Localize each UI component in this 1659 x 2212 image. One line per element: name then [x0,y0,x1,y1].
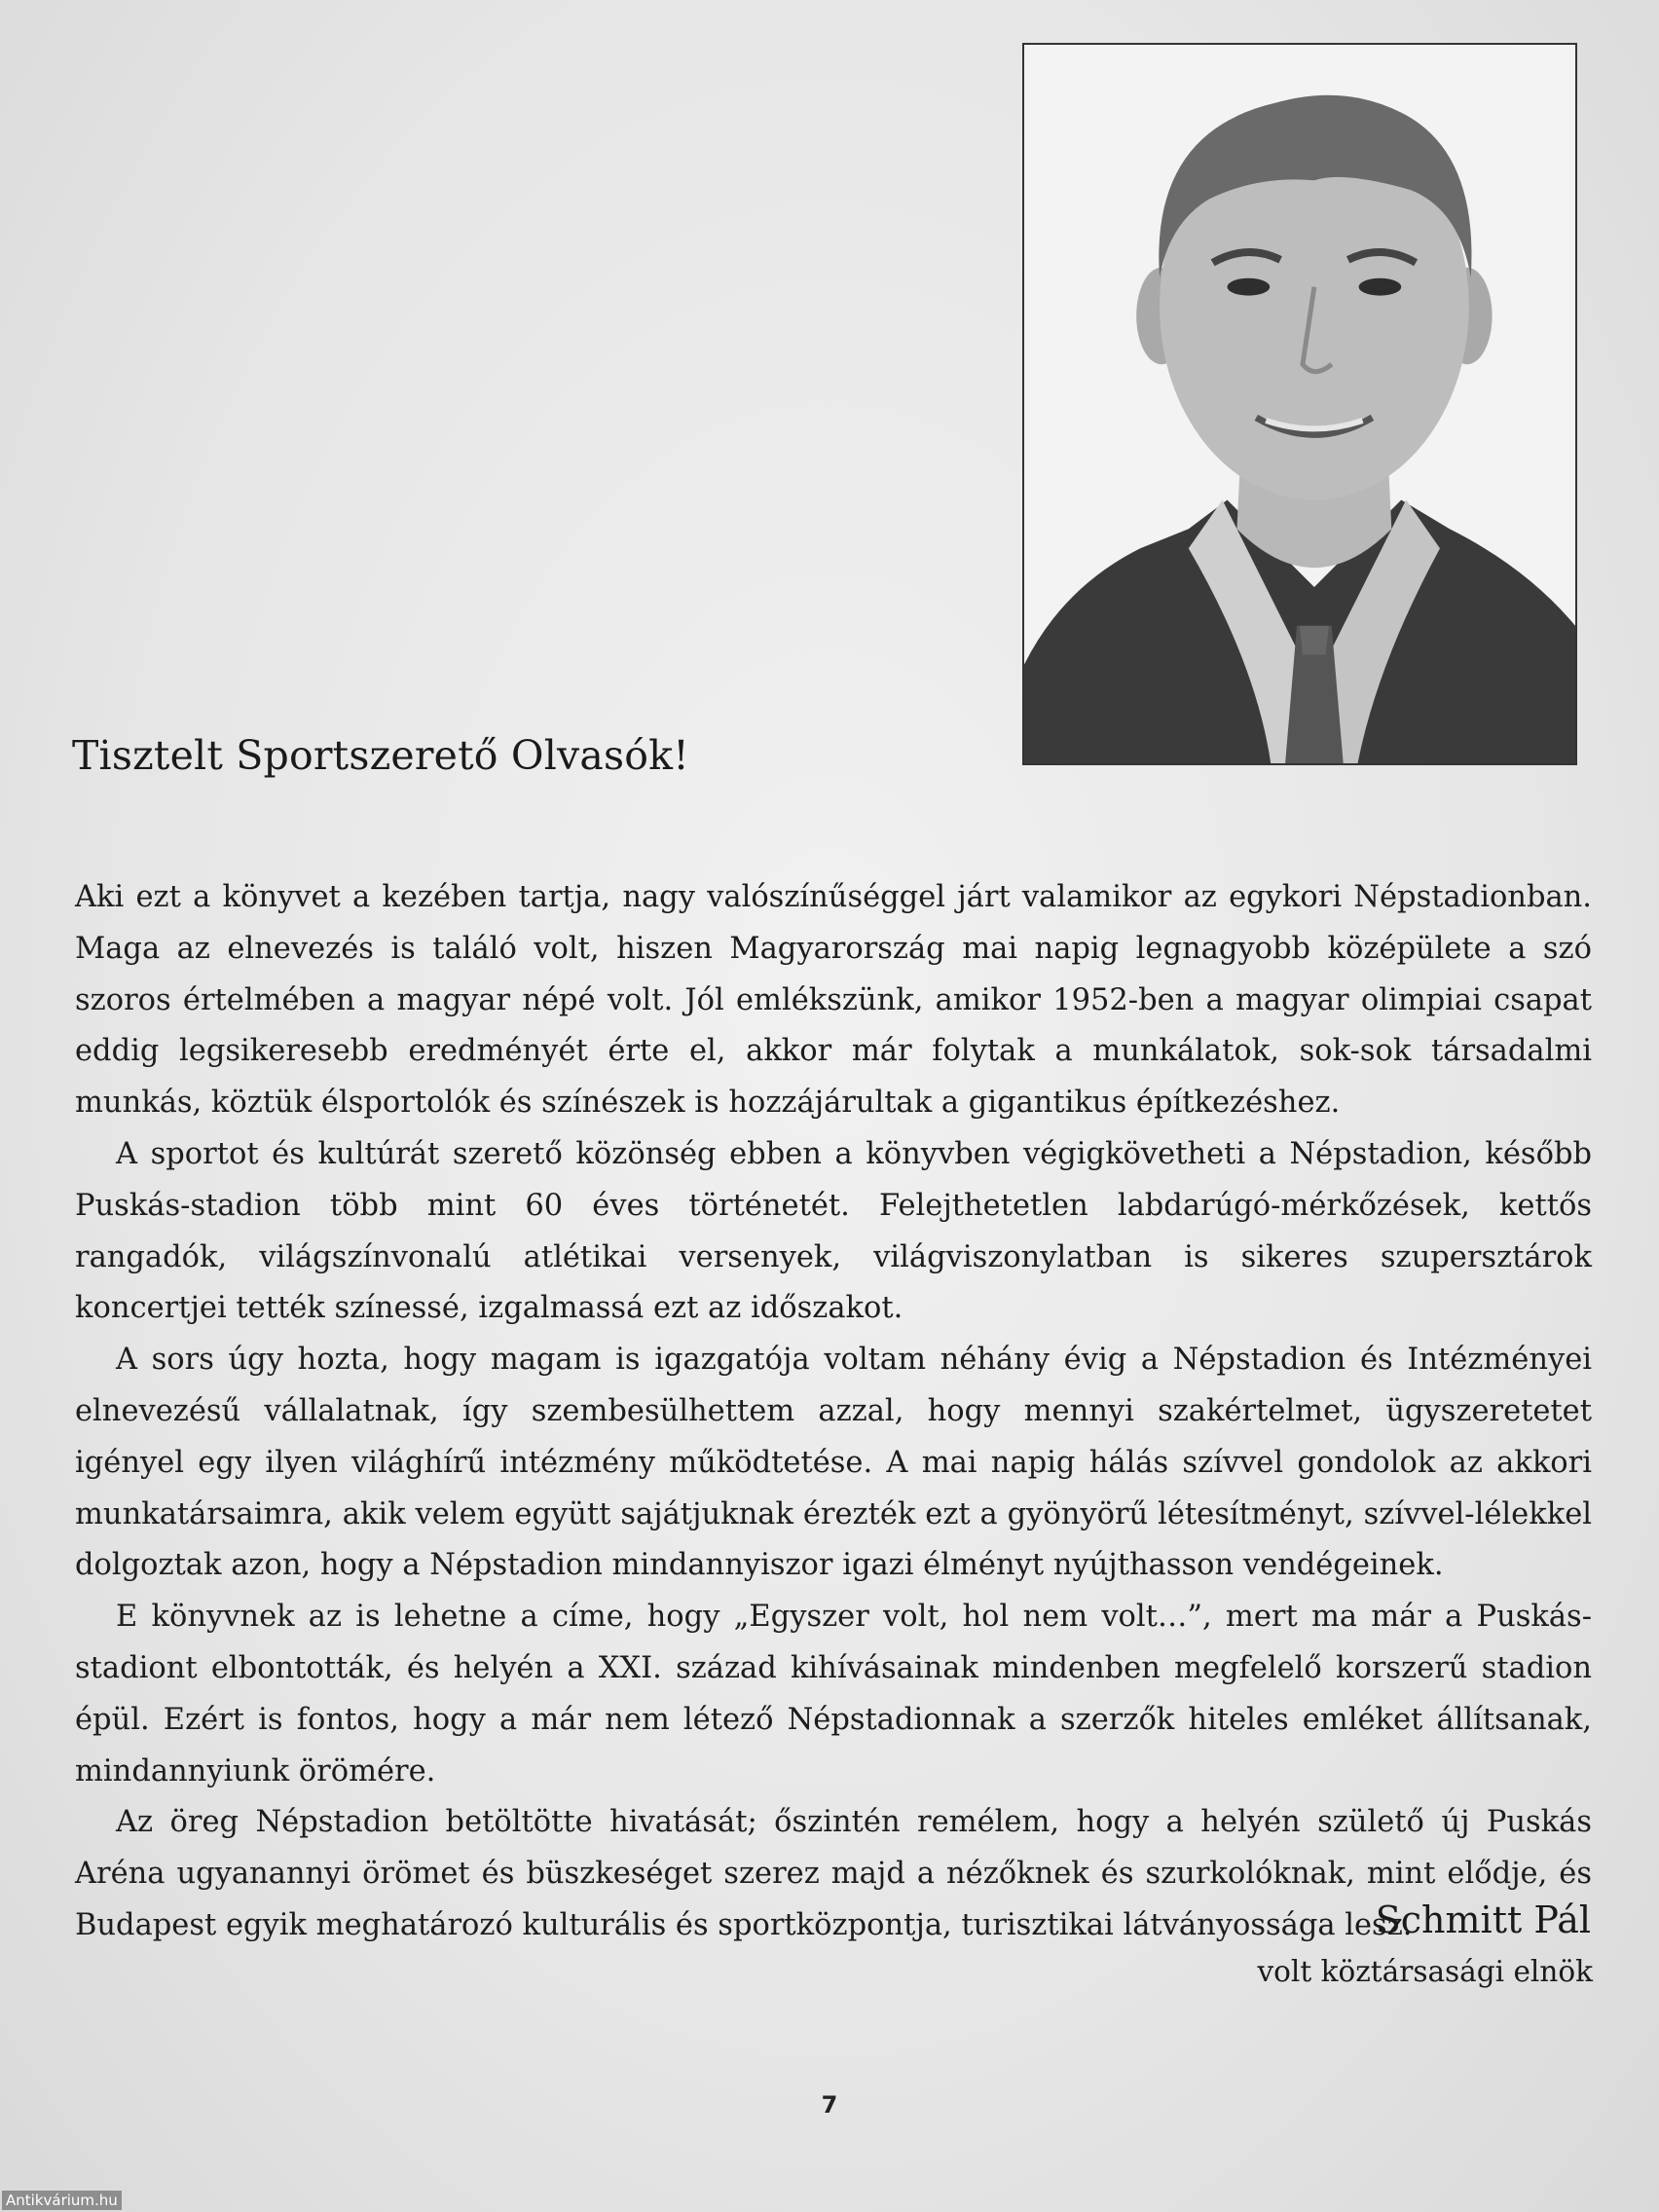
paragraph: Az öreg Népstadion betöltötte hivatását; őszintén remélem, hogy a helyén születő új Puskás Aréna ugyanannyi örömet és büszkeséget szerez majd a nézőknek és szurkolóknak, mint elődje, és Budapest egyik meghatározó kulturális és sportközpontja, turisztikai látványossága lesz. [75,1805,1592,1942]
signature-name: Schmitt Pál [1375,1899,1591,1941]
paragraph: A sors úgy hozta, hogy magam is igazgatója voltam néhány évig a Népstadion és Intézményei elnevezésű vállalatnak, így szembesülhettem azzal, hogy mennyi szakértelmet, ügyszeretetet igényel egy ilyen világhírű intézmény működtetése. A mai napig hálás szívvel gondolok az akkori munkatársaimra, akik velem együtt sajátjuknak érezték ezt a gyönyörű létesítményt, szívvel-lélekkel dolgoztak azon, hogy a Népstadion mindannyiszor igazi élményt nyújthasson vendégeinek. [75,1343,1592,1583]
paragraph: A sportot és kultúrát szerető közönség ebben a könyvben végigkövetheti a Népstadion, később Puskás-stadion több mint 60 éves történetét. Felejthetetlen labdarúgó-mérkőzések, kettős rangadók, világszínvonalú atlétikai versenyek, világviszonylatban is sikeres szupersztárok koncertjei tették színessé, izgalmassá ezt az időszakot. [75,1136,1592,1326]
page-number: 7 [821,2091,838,2119]
paragraph: Aki ezt a könyvet a kezében tartja, nagy valószínűséggel járt valamikor az egykori Népstadionban. Maga az elnevezés is találó volt, hiszen Magyarország mai napig legnagyobb középülete a szó szoros értelmében a magyar népé volt. Jól emlékszünk, amikor 1952-ben a magyar olimpiai csapat eddig legsikeresebb eredményét érte el, akkor már folytak a munkálatok, sok-sok társadalmi munkás, köztük élsportolók és színészek is hozzájárultak a gigantikus építkezéshez. [75,880,1592,1121]
portrait-photo [1022,43,1577,765]
watermark: Antikvárium.hu [2,2191,122,2210]
signature-title: volt köztársasági elnök [1257,1955,1593,1988]
letter-body [75,872,1592,1952]
portrait-illustration [1024,45,1575,763]
paragraph: E könyvnek az is lehetne a címe, hogy „Egyszer volt, hol nem volt…”, mert ma már a Puskás-stadiont elbontották, és helyén a XXI. század kihívásainak mindenben megfelelő korszerű stadion épül. Ezért is fontos, hogy a már nem létező Népstadionnak a szerzők hiteles emléket állítsanak, mindannyiunk örömére. [75,1600,1592,1788]
greeting-heading: Tisztelt Sportszerető Olvasók! [72,732,689,779]
